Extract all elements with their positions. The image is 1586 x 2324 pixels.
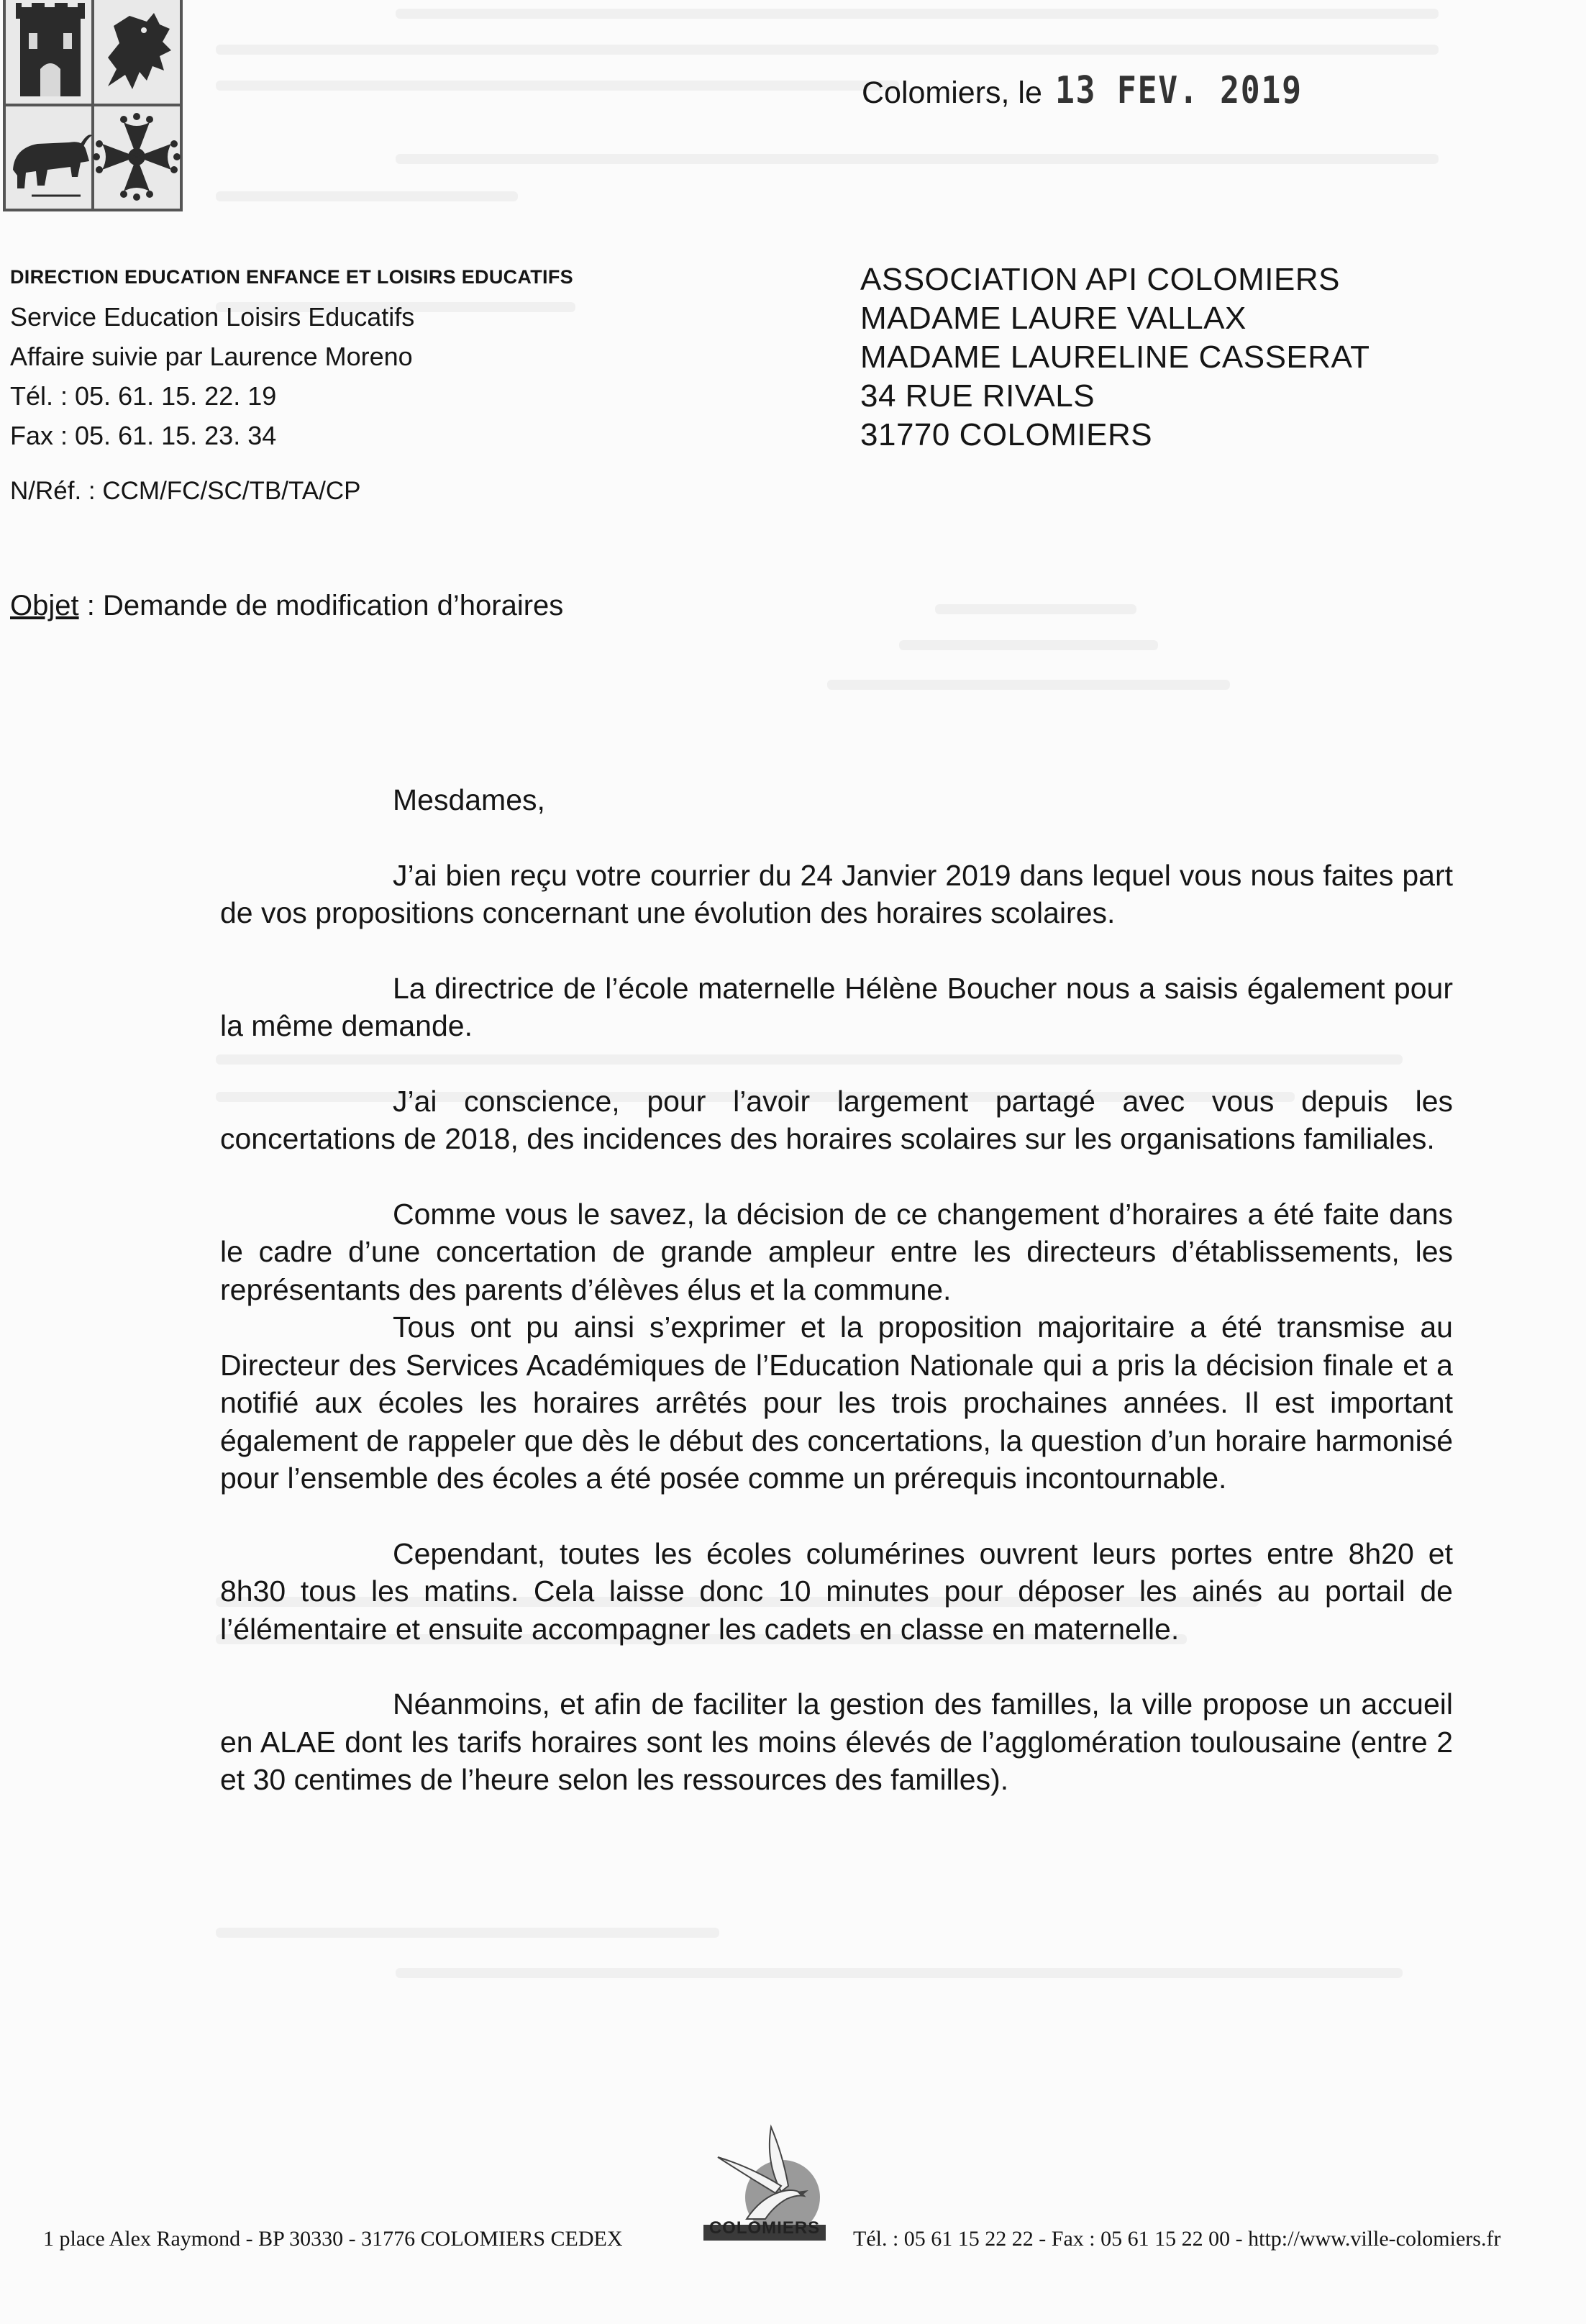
body-paragraph: Cependant, toutes les écoles columérines ouvrent leurs portes entre 8h20 et 8h30 tous les matins. Cela laisse donc 10 minutes pour déposer les ainés au portail de l’élémentaire et ensuite accompagner les cadets en classe en maternelle. xyxy=(220,1536,1453,1646)
subject-line xyxy=(10,590,563,622)
recipient-line: MADAME LAURE VALLAX xyxy=(860,301,1247,336)
recipient-line: 34 RUE RIVALS xyxy=(860,378,1095,414)
sender-service: Service Education Loisirs Educatifs xyxy=(10,302,415,332)
recipient-line: ASSOCIATION API COLOMIERS xyxy=(860,262,1340,297)
body-paragraph: La directrice de l’école maternelle Hélène Boucher nous a saisis également pour la même demande. xyxy=(220,971,1453,1042)
subject-label: Objet xyxy=(10,590,79,621)
body-paragraph: J’ai conscience, pour l’avoir largement partagé avec vous depuis les concertations de 2018, des incidences des horaires scolaires sur les organisations familiales. xyxy=(220,1084,1453,1155)
coat-of-arms-icon xyxy=(0,0,186,216)
subject-separator: : xyxy=(78,590,103,621)
letter-body xyxy=(220,781,1453,1836)
sender-phone: Tél. : 05. 61. 15. 22. 19 xyxy=(10,381,277,411)
recipient-line: MADAME LAURELINE CASSERAT xyxy=(860,340,1370,375)
sender-block xyxy=(10,258,573,511)
footer-contact: Tél. : 05 61 15 22 22 - Fax : 05 61 15 22 00 - http://www.ville-colomiers.fr xyxy=(853,2227,1501,2251)
body-paragraph: Tous ont pu ainsi s’exprimer et la proposition majoritaire a été transmise au Directeur des Services Académiques de l’Education Nationale qui a pris la décision finale et a notifié aux écoles les horaires arrêtés pour les trois prochaines années. Il est important également de rappeler que dès le début des concertations, la question d’un horaire harmonisé pour l’ensemble des écoles a été posée comme un prérequis incontournable. xyxy=(220,1311,1453,1495)
sender-fax: Fax : 05. 61. 15. 23. 34 xyxy=(10,421,277,450)
logo-text: COLOMIERS xyxy=(708,2218,821,2238)
body-paragraph: Comme vous le savez, la décision de ce changement d’horaires a été faite dans le cadre d’une concertation de grande ampleur entre les directeurs d’établissements, les représentants des parents d’élèves élus et la commune. xyxy=(220,1197,1453,1306)
sender-department: DIRECTION EDUCATION ENFANCE ET LOISIRS EDUCATIFS xyxy=(10,266,573,288)
subject-text: Demande de modification d’horaires xyxy=(102,590,564,621)
date-line xyxy=(862,69,1343,112)
recipient-line: 31770 COLOMIERS xyxy=(860,417,1153,452)
body-paragraph: Néanmoins, et afin de faciliter la gestion des familles, la ville propose un accueil en ALAE dont les tarifs horaires sont les moins élevés de l’agglomération toulousaine (entre 2 et 30 centimes de l’heure selon les ressources des familles). xyxy=(220,1687,1453,1796)
date-stamp: 13 FEV. 2019 xyxy=(1054,69,1303,112)
recipient-block xyxy=(860,260,1370,455)
date-prefix: Colomiers, le xyxy=(862,76,1042,110)
body-paragraph: J’ai bien reçu votre courrier du 24 Janvier 2019 dans lequel vous nous faites part de vos propositions concernant une évolution des horaires scolaires. xyxy=(220,858,1453,929)
sender-reference: N/Réf. : CCM/FC/SC/TB/TA/CP xyxy=(10,477,361,505)
greeting: Mesdames, xyxy=(393,783,545,816)
footer-address: 1 place Alex Raymond - BP 30330 - 31776 COLOMIERS CEDEX xyxy=(43,2227,623,2251)
sender-handled-by: Affaire suivie par Laurence Moreno xyxy=(10,342,413,371)
